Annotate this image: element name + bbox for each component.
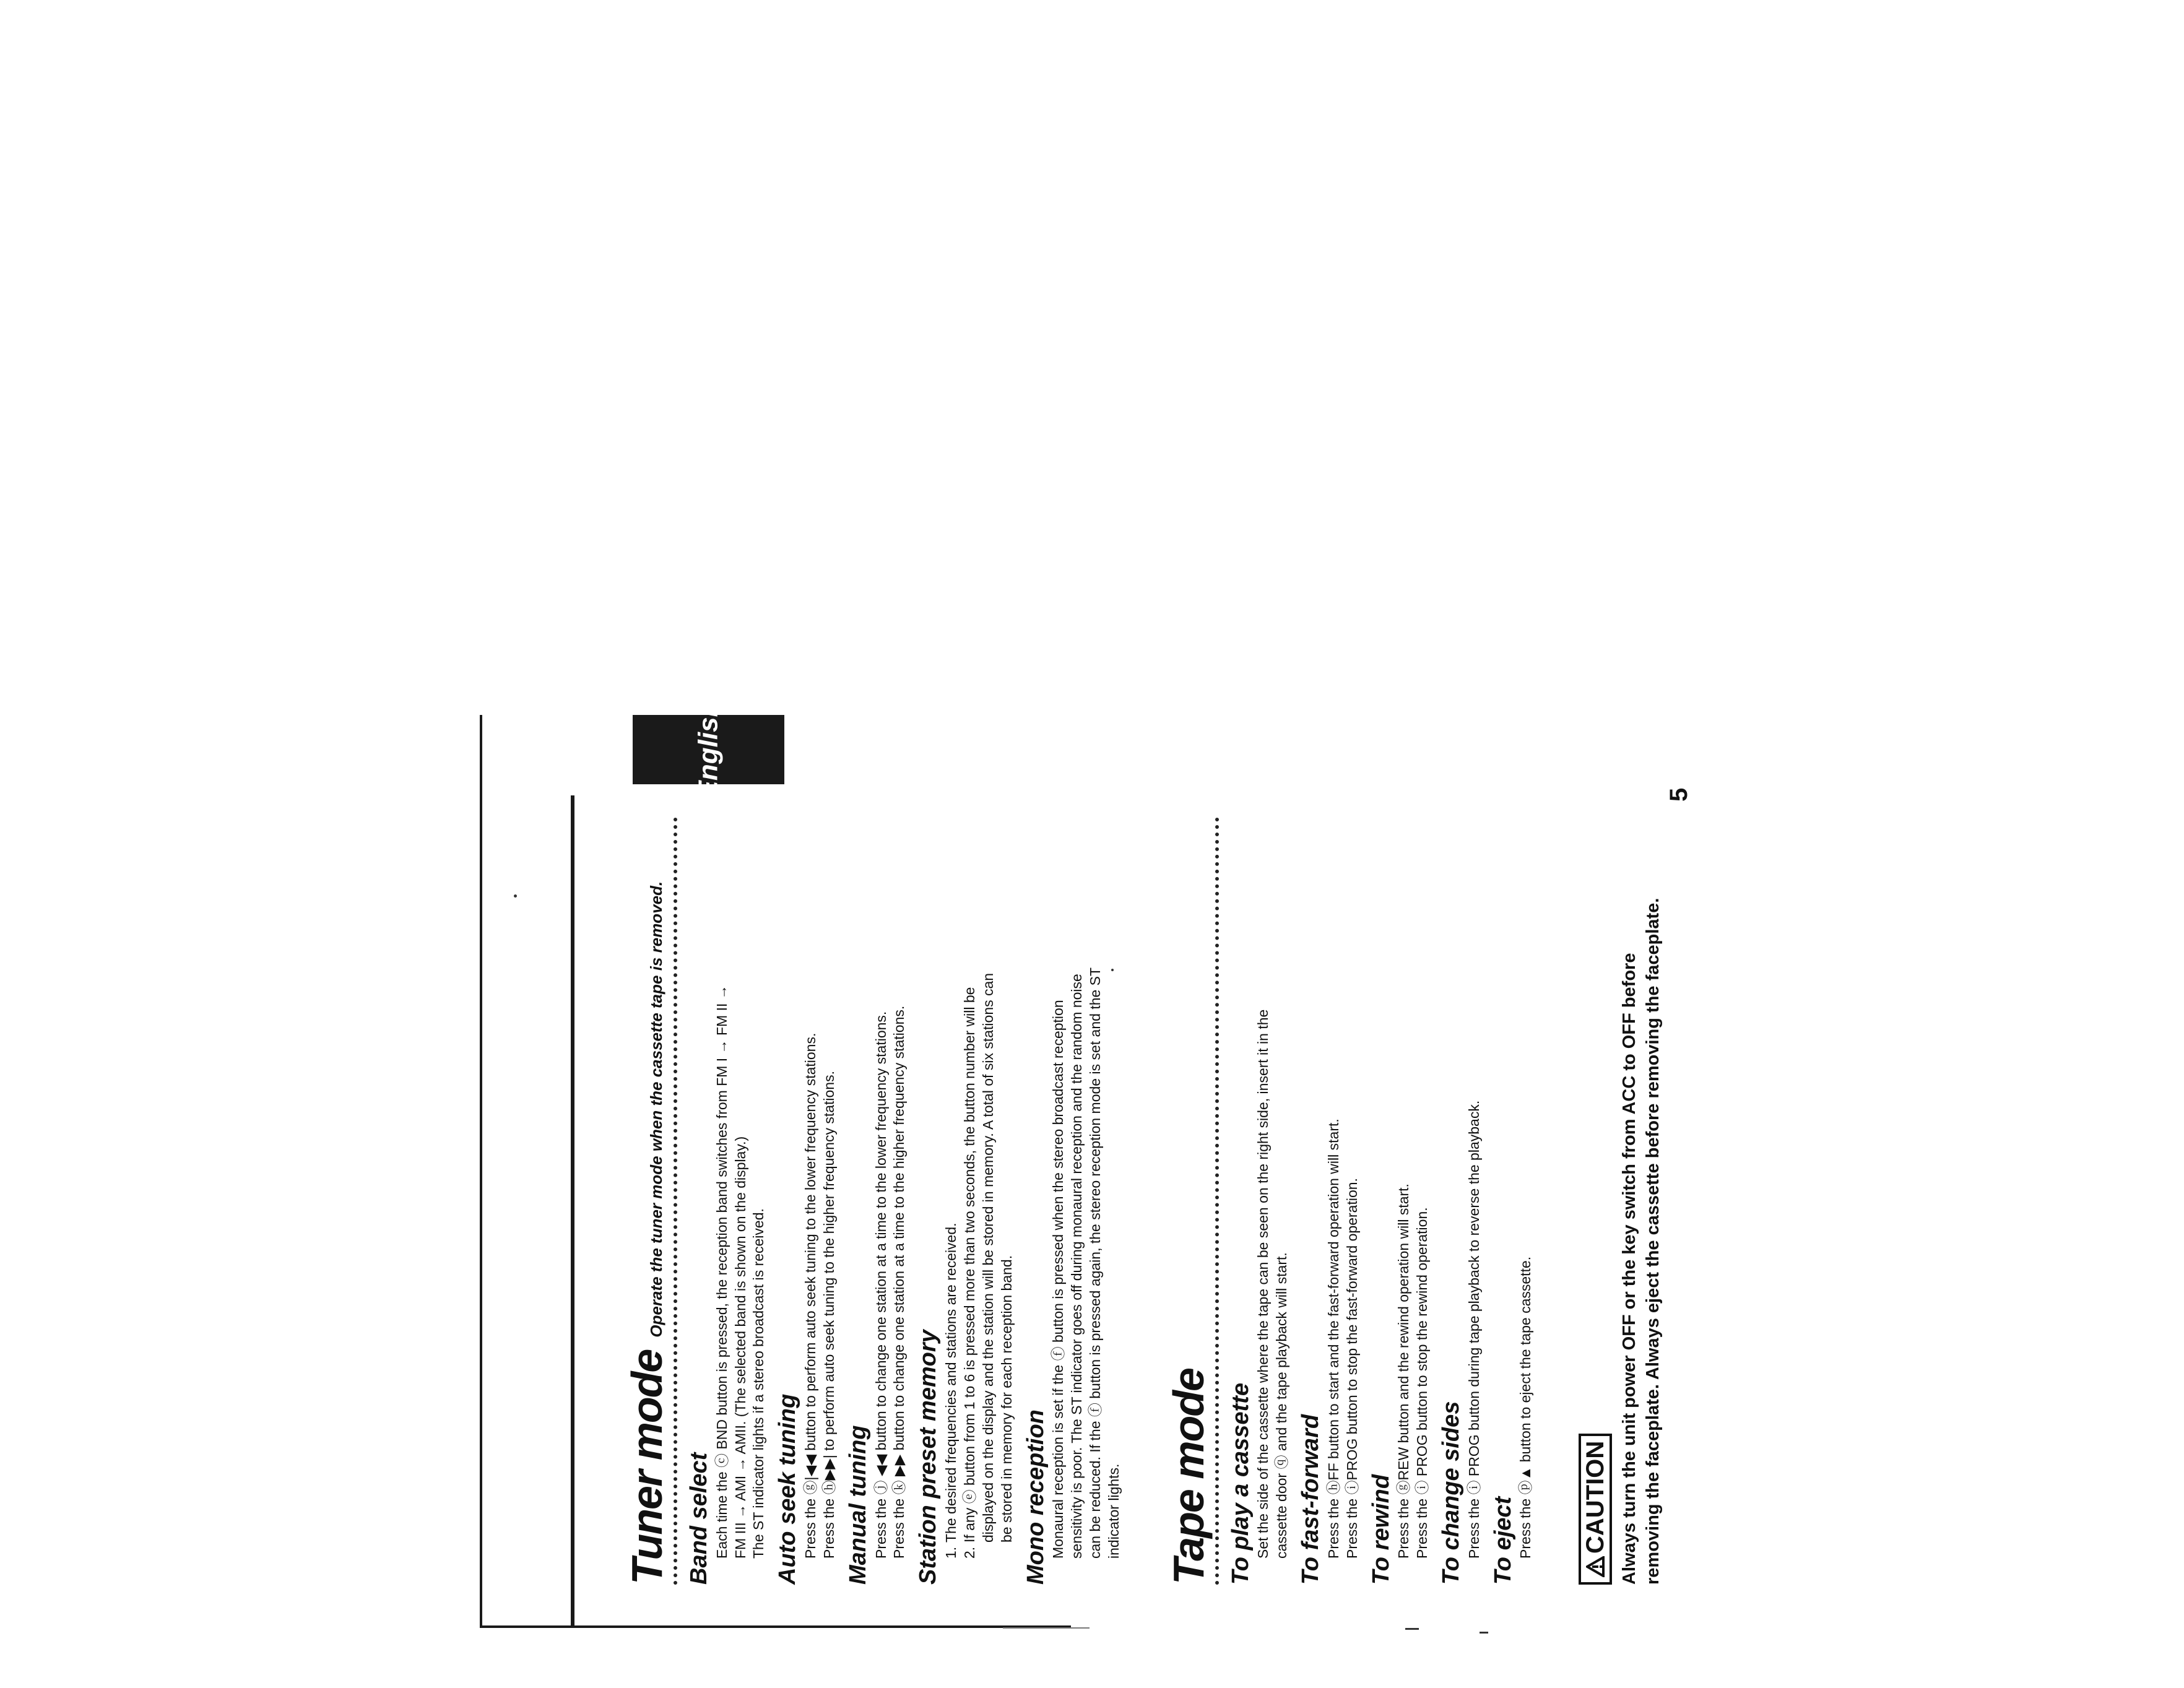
topic-line: Press the ⓙ ◀◀ button to change one station at a time to the lower frequency stations. (872, 1011, 889, 1559)
auto-seek-tuning-topic (774, 817, 838, 1585)
warning-triangle-icon (1586, 1556, 1605, 1577)
topic-line: Press the ⓟ▲ button to eject the tape cassette. (1517, 1256, 1534, 1559)
section-spacer (1124, 817, 1167, 1585)
topic-title: Auto seek tuning (774, 1393, 801, 1585)
scan-speck (1480, 1632, 1488, 1634)
topic-body (942, 817, 1016, 1585)
topic-body (872, 817, 909, 1585)
tape-mode-section (1164, 817, 1536, 1585)
caution-block (1579, 817, 1665, 1585)
topic-line: FM III → AMI → AMII. (The selected band is shown on the display.) (732, 1136, 748, 1559)
topic-line: displayed on the display and the station will be stored in memory. A total of six stations can (979, 972, 996, 1543)
topic-title: To eject (1489, 1496, 1516, 1585)
mono-reception-topic (1023, 817, 1124, 1585)
play-cassette-topic (1228, 817, 1291, 1585)
topic-title: Station preset memory (915, 1330, 942, 1585)
band-select-topic (686, 817, 768, 1585)
topic-title: To fast-forward (1298, 1414, 1324, 1585)
step-number: 1. (942, 1546, 959, 1559)
topic-line: cassette door ⓠ and the tape playback will start. (1273, 1252, 1290, 1559)
topic-line: Press the ⓘPROG button to stop the fast-forward operation. (1343, 1178, 1360, 1559)
caution-text (1618, 817, 1665, 1585)
topic-body (1395, 817, 1432, 1585)
caution-line: Always turn the unit power OFF or the key switch from ACC to OFF before (1619, 953, 1640, 1585)
language-tab (633, 700, 784, 799)
numbered-steps (942, 817, 1016, 1559)
topic-line: Press the ⓖREW button and the rewind operation will start. (1395, 1184, 1412, 1559)
topic-line: Press the ⓗ▶▶| to perform auto seek tuning to the higher frequency stations. (820, 1071, 837, 1559)
tape-mode-header (1164, 817, 1219, 1585)
scan-frame-bottom-edge-faint (1003, 1627, 1090, 1629)
topic-line: Monaural reception is set if the ⓕ button is pressed when the stereo broadcast reception (1050, 1000, 1067, 1559)
topic-body (713, 817, 769, 1585)
step-number: 2. (961, 1546, 977, 1559)
tuner-mode-note: Operate the tuner mode when the cassette tape is removed. (647, 881, 665, 1338)
page-border-line (571, 795, 574, 1628)
topic-line: Press the ⓖ|◀◀ button to perform auto seek tuning to the lower frequency stations. (802, 1032, 819, 1559)
topic-title: Band select (686, 1452, 712, 1585)
caution-label: CAUTION (1582, 1440, 1610, 1554)
topic-line: If any ⓔ button from 1 to 6 is pressed more than two seconds, the button number will be (961, 987, 977, 1543)
scan-speck (1405, 1628, 1419, 1630)
topic-body (1254, 817, 1291, 1585)
topic-body (1517, 817, 1535, 1585)
station-preset-memory-topic (915, 817, 1016, 1585)
page-number: 5 (1665, 787, 1692, 802)
caution-line: removing the faceplate. Always eject the cassette before removing the faceplate. (1643, 898, 1663, 1585)
topic-title: To play a cassette (1227, 1383, 1254, 1585)
topic-title: Mono reception (1022, 1409, 1049, 1585)
scan-frame-bottom-edge (480, 1625, 1071, 1628)
topic-line: Press the ⓗFF button to start and the fast-forward operation will start. (1325, 1119, 1341, 1559)
step-item (961, 817, 1016, 1559)
tape-mode-title: Tape mode (1164, 1369, 1213, 1585)
topic-line: Set the side of the cassette where the tape can be seen on the right side, insert it in the (1255, 1009, 1272, 1559)
topic-body (1465, 817, 1484, 1585)
caution-badge (1579, 1434, 1612, 1585)
rewind-topic (1368, 817, 1432, 1585)
topic-title: Manual tuning (844, 1425, 871, 1585)
topic-line: Press the ⓘ PROG button to stop the rewind operation. (1414, 1207, 1431, 1559)
topic-line: be stored in memory for each reception band. (998, 1255, 1015, 1543)
scan-frame-left-edge (480, 715, 482, 1628)
topic-body (1049, 817, 1124, 1585)
change-sides-topic (1438, 817, 1484, 1585)
scan-speck (514, 894, 517, 898)
tuner-mode-section (625, 817, 1124, 1585)
topic-line: The ST indicator lights if a stereo broadcast is received. (750, 1208, 767, 1559)
tuner-mode-header (625, 817, 677, 1585)
topic-line: sensitivity is poor. The ST indicator goes off during monaural reception and the random noise (1068, 974, 1085, 1559)
topic-line: indicator lights. (1105, 1463, 1122, 1559)
language-tab-label: English (693, 700, 724, 799)
topic-line: can be reduced. If the ⓕ button is pressed again, the stereo reception mode is set and the ST (1087, 967, 1104, 1559)
fast-forward-topic (1298, 817, 1361, 1585)
topic-title: To change sides (1438, 1401, 1465, 1585)
topic-line: Press the ⓘ PROG button during tape playback to reverse the playback. (1465, 1100, 1482, 1559)
manual-tuning-topic (845, 817, 909, 1585)
topic-title: To rewind (1367, 1474, 1394, 1585)
tuner-mode-title: Tuner mode (623, 1349, 671, 1585)
topic-body (802, 817, 839, 1585)
topic-body (1325, 817, 1362, 1585)
manual-content (623, 817, 1663, 1585)
topic-line: Press the ⓚ ▶▶ button to change one station at a time to the higher frequency stations. (891, 1005, 908, 1559)
topic-line: Each time the ⓒ BND button is pressed, the reception band switches from FM I → FM II → (713, 985, 730, 1559)
topic-line: The desired frequencies and stations are received. (942, 1223, 959, 1543)
eject-topic (1490, 817, 1536, 1585)
step-item (942, 817, 961, 1559)
